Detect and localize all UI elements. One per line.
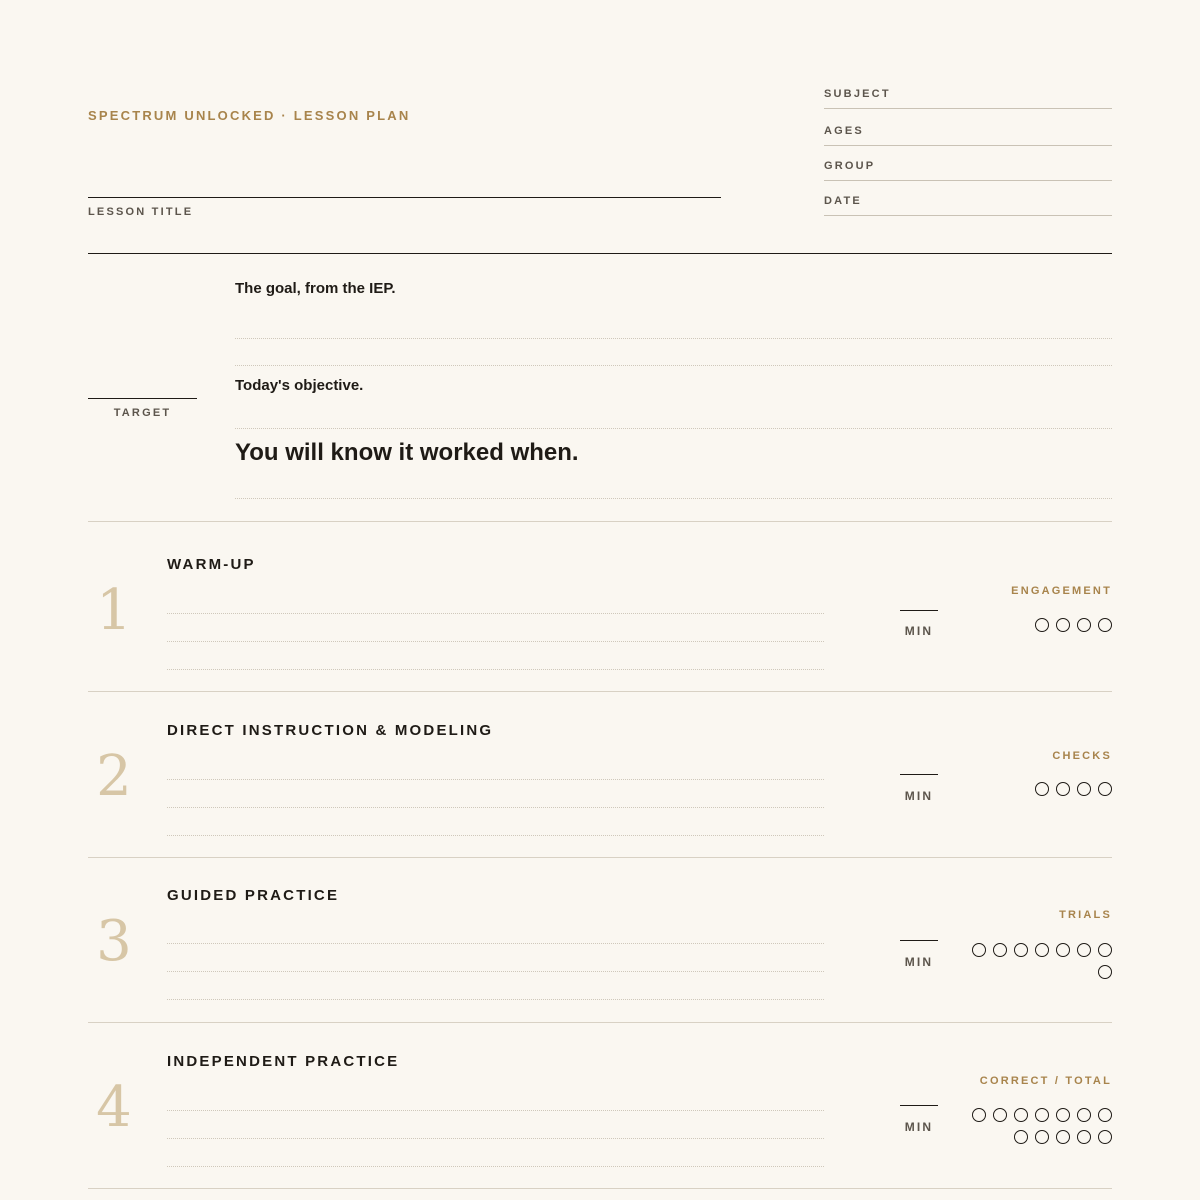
tracker-circle[interactable]	[1056, 943, 1070, 957]
correct-total-label: CORRECT / TOTAL	[979, 1075, 1112, 1087]
section-divider	[88, 691, 1112, 692]
section-line[interactable]	[167, 971, 824, 972]
section-line[interactable]	[167, 779, 824, 780]
section-title-direct-instruction: DIRECT INSTRUCTION & MODELING	[167, 722, 494, 739]
tracker-circle[interactable]	[1035, 943, 1049, 957]
engagement-label: ENGAGEMENT	[1011, 585, 1112, 597]
tracker-circle[interactable]	[1098, 1130, 1112, 1144]
section-line[interactable]	[167, 669, 824, 670]
section-title-guided-practice: GUIDED PRACTICE	[167, 887, 340, 904]
minutes-label: MIN	[904, 789, 934, 803]
section-line[interactable]	[167, 1166, 824, 1167]
correct-total-tracker	[962, 1108, 1112, 1144]
group-field[interactable]	[824, 160, 1112, 181]
section-number: 3	[96, 909, 132, 974]
tracker-circle[interactable]	[993, 1108, 1007, 1122]
section-line[interactable]	[167, 1110, 824, 1111]
checks-label: CHECKS	[1052, 750, 1112, 762]
tracker-circle[interactable]	[1035, 1130, 1049, 1144]
tracker-circle[interactable]	[1077, 782, 1091, 796]
section-divider	[88, 1188, 1112, 1189]
success-line[interactable]	[235, 498, 1112, 499]
goal-prompt: The goal, from the IEP.	[235, 280, 396, 297]
tracker-circle[interactable]	[1056, 618, 1070, 632]
lesson-title-label: LESSON TITLE	[88, 206, 194, 218]
tracker-circle[interactable]	[1035, 618, 1049, 632]
section-divider	[88, 857, 1112, 858]
section-line[interactable]	[167, 613, 824, 614]
minutes-label: MIN	[904, 1120, 934, 1134]
tracker-circle[interactable]	[993, 943, 1007, 957]
minutes-label: MIN	[904, 955, 934, 969]
tracker-circle[interactable]	[1098, 965, 1112, 979]
section-line[interactable]	[167, 999, 824, 1000]
tracker-circle[interactable]	[1014, 1130, 1028, 1144]
header-divider	[88, 253, 1112, 254]
goal-line-1[interactable]	[235, 338, 1112, 339]
minutes-label: MIN	[904, 624, 934, 638]
tracker-circle[interactable]	[972, 1108, 986, 1122]
tracker-circle[interactable]	[1077, 618, 1091, 632]
ages-field[interactable]	[824, 125, 1112, 146]
section-line[interactable]	[167, 641, 824, 642]
tracker-circle[interactable]	[1056, 1108, 1070, 1122]
brand-title: SPECTRUM UNLOCKED · LESSON PLAN	[88, 108, 411, 123]
subject-label: SUBJECT	[824, 88, 891, 100]
tracker-circle[interactable]	[1035, 782, 1049, 796]
tracker-circle[interactable]	[972, 943, 986, 957]
tracker-circle[interactable]	[1098, 782, 1112, 796]
group-line	[824, 180, 1112, 181]
tracker-circle[interactable]	[1056, 1130, 1070, 1144]
tracker-circle[interactable]	[1014, 1108, 1028, 1122]
section-title-warm-up: WARM-UP	[167, 556, 256, 573]
subject-line	[824, 108, 1112, 109]
objective-prompt: Today's objective.	[235, 377, 364, 394]
minutes-input[interactable]	[900, 1105, 938, 1106]
minutes-input[interactable]	[900, 940, 938, 941]
tracker-circle[interactable]	[1098, 1108, 1112, 1122]
tracker-circle[interactable]	[1098, 943, 1112, 957]
section-line[interactable]	[167, 835, 824, 836]
date-label: DATE	[824, 195, 862, 207]
section-line[interactable]	[167, 943, 824, 944]
trials-tracker	[962, 943, 1112, 979]
engagement-tracker	[962, 618, 1112, 632]
group-label: GROUP	[824, 160, 876, 172]
section-divider	[88, 521, 1112, 522]
tracker-circle[interactable]	[1077, 1130, 1091, 1144]
tracker-circle[interactable]	[1035, 1108, 1049, 1122]
ages-label: AGES	[824, 125, 864, 137]
date-line	[824, 215, 1112, 216]
minutes-input[interactable]	[900, 774, 938, 775]
section-line[interactable]	[167, 1138, 824, 1139]
goal-line-2[interactable]	[235, 365, 1112, 366]
tracker-circle[interactable]	[1077, 1108, 1091, 1122]
objective-line[interactable]	[235, 428, 1112, 429]
subject-field[interactable]	[824, 88, 1112, 109]
section-number: 4	[96, 1075, 132, 1140]
lesson-title-line[interactable]	[88, 197, 721, 198]
section-divider	[88, 1022, 1112, 1023]
section-title-independent-practice: INDEPENDENT PRACTICE	[167, 1053, 400, 1070]
section-number: 2	[96, 744, 132, 809]
section-line[interactable]	[167, 807, 824, 808]
target-label: TARGET	[113, 407, 172, 419]
target-rule	[88, 398, 197, 399]
minutes-input[interactable]	[900, 610, 938, 611]
section-number: 1	[96, 578, 132, 643]
tracker-circle[interactable]	[1014, 943, 1028, 957]
trials-label: TRIALS	[1059, 909, 1112, 921]
ages-line	[824, 145, 1112, 146]
tracker-circle[interactable]	[1098, 618, 1112, 632]
checks-tracker	[962, 782, 1112, 796]
date-field[interactable]	[824, 195, 1112, 216]
tracker-circle[interactable]	[1056, 782, 1070, 796]
tracker-circle[interactable]	[1077, 943, 1091, 957]
success-prompt: You will know it worked when.	[235, 439, 579, 466]
